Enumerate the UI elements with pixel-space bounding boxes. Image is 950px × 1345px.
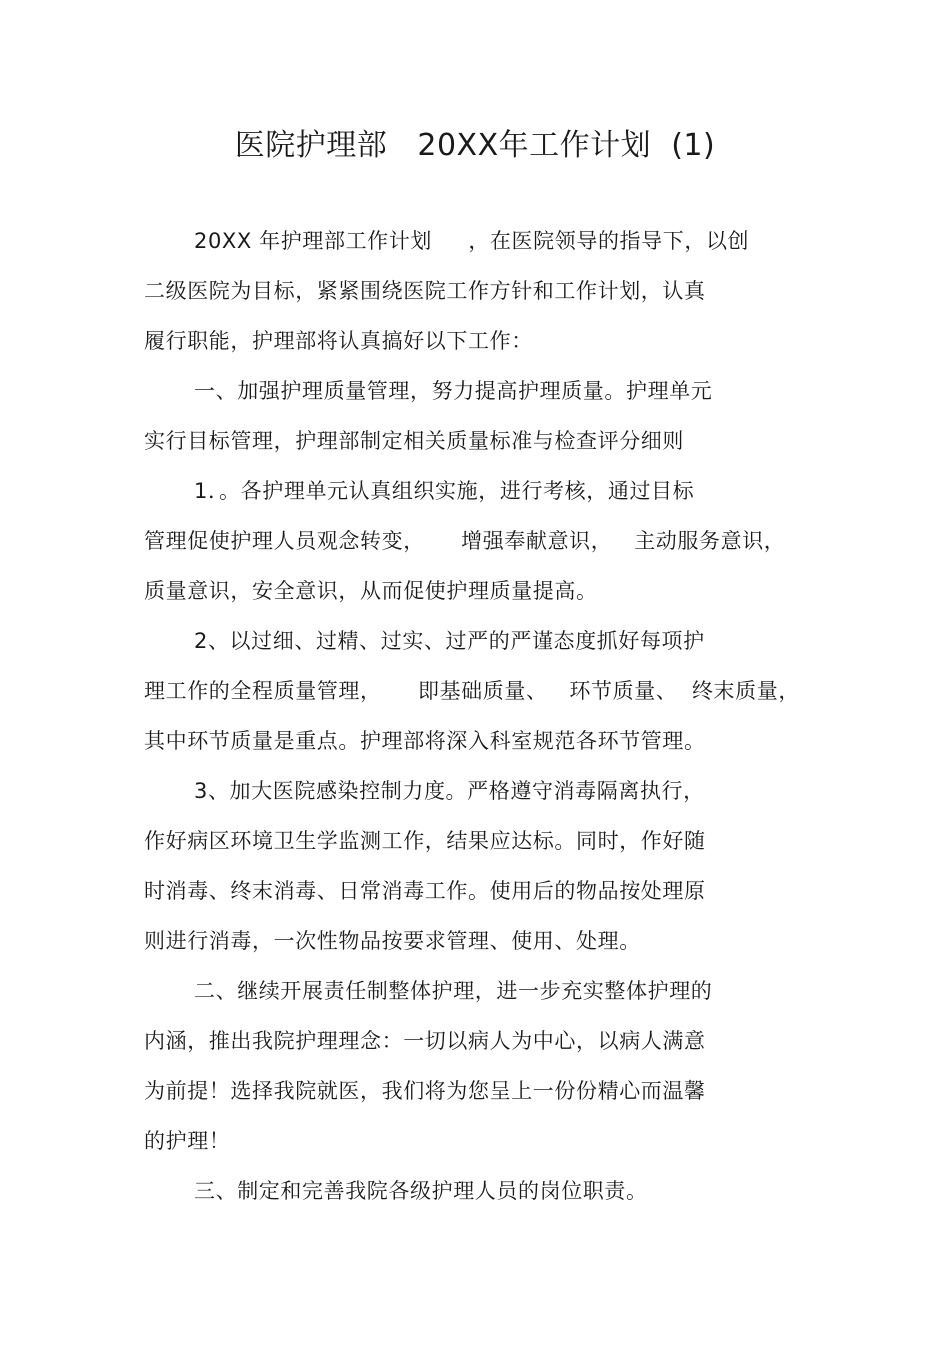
paragraph-line: 2、以过细、过精、过实、过严的严谨态度抓好每项护 (194, 629, 705, 653)
paragraph-line: 20XX 年护理部工作计划 ，在医院领导的指导下，以创 (194, 229, 750, 253)
paragraph-line: 一、加强护理质量管理，努力提高护理质量。护理单元 (194, 379, 713, 403)
paragraph-line: 3、加大医院感染控制力度。严格遵守消毒隔离执行， (194, 779, 705, 803)
paragraph-line: 为前提！选择我院就医，我们将为您呈上一份份精心而温馨 (144, 1079, 706, 1103)
paragraph-line: 履行职能，护理部将认真搞好以下工作： (144, 329, 533, 353)
paragraph-line: 管理促使护理人员观念转变， 增强奉献意识， 主动服务意识， (144, 529, 786, 553)
paragraph-line: 二、继续开展责任制整体护理，进一步充实整体护理的 (194, 979, 713, 1003)
paragraph-line: 内涵，推出我院护理理念：一切以病人为中心，以病人满意 (144, 1029, 706, 1053)
paragraph-line: 1．。各护理单元认真组织实施，进行考核，通过目标 (194, 479, 695, 503)
paragraph-line: 理工作的全程质量管理， 即基础质量、 环节质量、 终末质量， (144, 679, 800, 703)
paragraph-line: 时消毒、终末消毒、日常消毒工作。使用后的物品按处理原 (144, 879, 706, 903)
paragraph-line: 作好病区环境卫生学监测工作，结果应达标。同时，作好随 (144, 829, 706, 853)
document-title: 医院护理部 20XX年工作计划 (1) (234, 128, 716, 163)
paragraph-line: 的护理！ (144, 1129, 231, 1153)
paragraph-line: 实行目标管理，护理部制定相关质量标准与检查评分细则 (144, 429, 684, 453)
paragraph-line: 质量意识，安全意识，从而促使护理质量提高。 (144, 579, 598, 603)
paragraph-line: 则进行消毒，一次性物品按要求管理、使用、处理。 (144, 929, 641, 953)
paragraph-line: 其中环节质量是重点。护理部将深入科室规范各环节管理。 (144, 729, 706, 753)
paragraph-line: 二级医院为目标，紧紧围绕医院工作方针和工作计划，认真 (144, 279, 706, 303)
paragraph-line: 三、制定和完善我院各级护理人员的岗位职责。 (194, 1179, 648, 1203)
